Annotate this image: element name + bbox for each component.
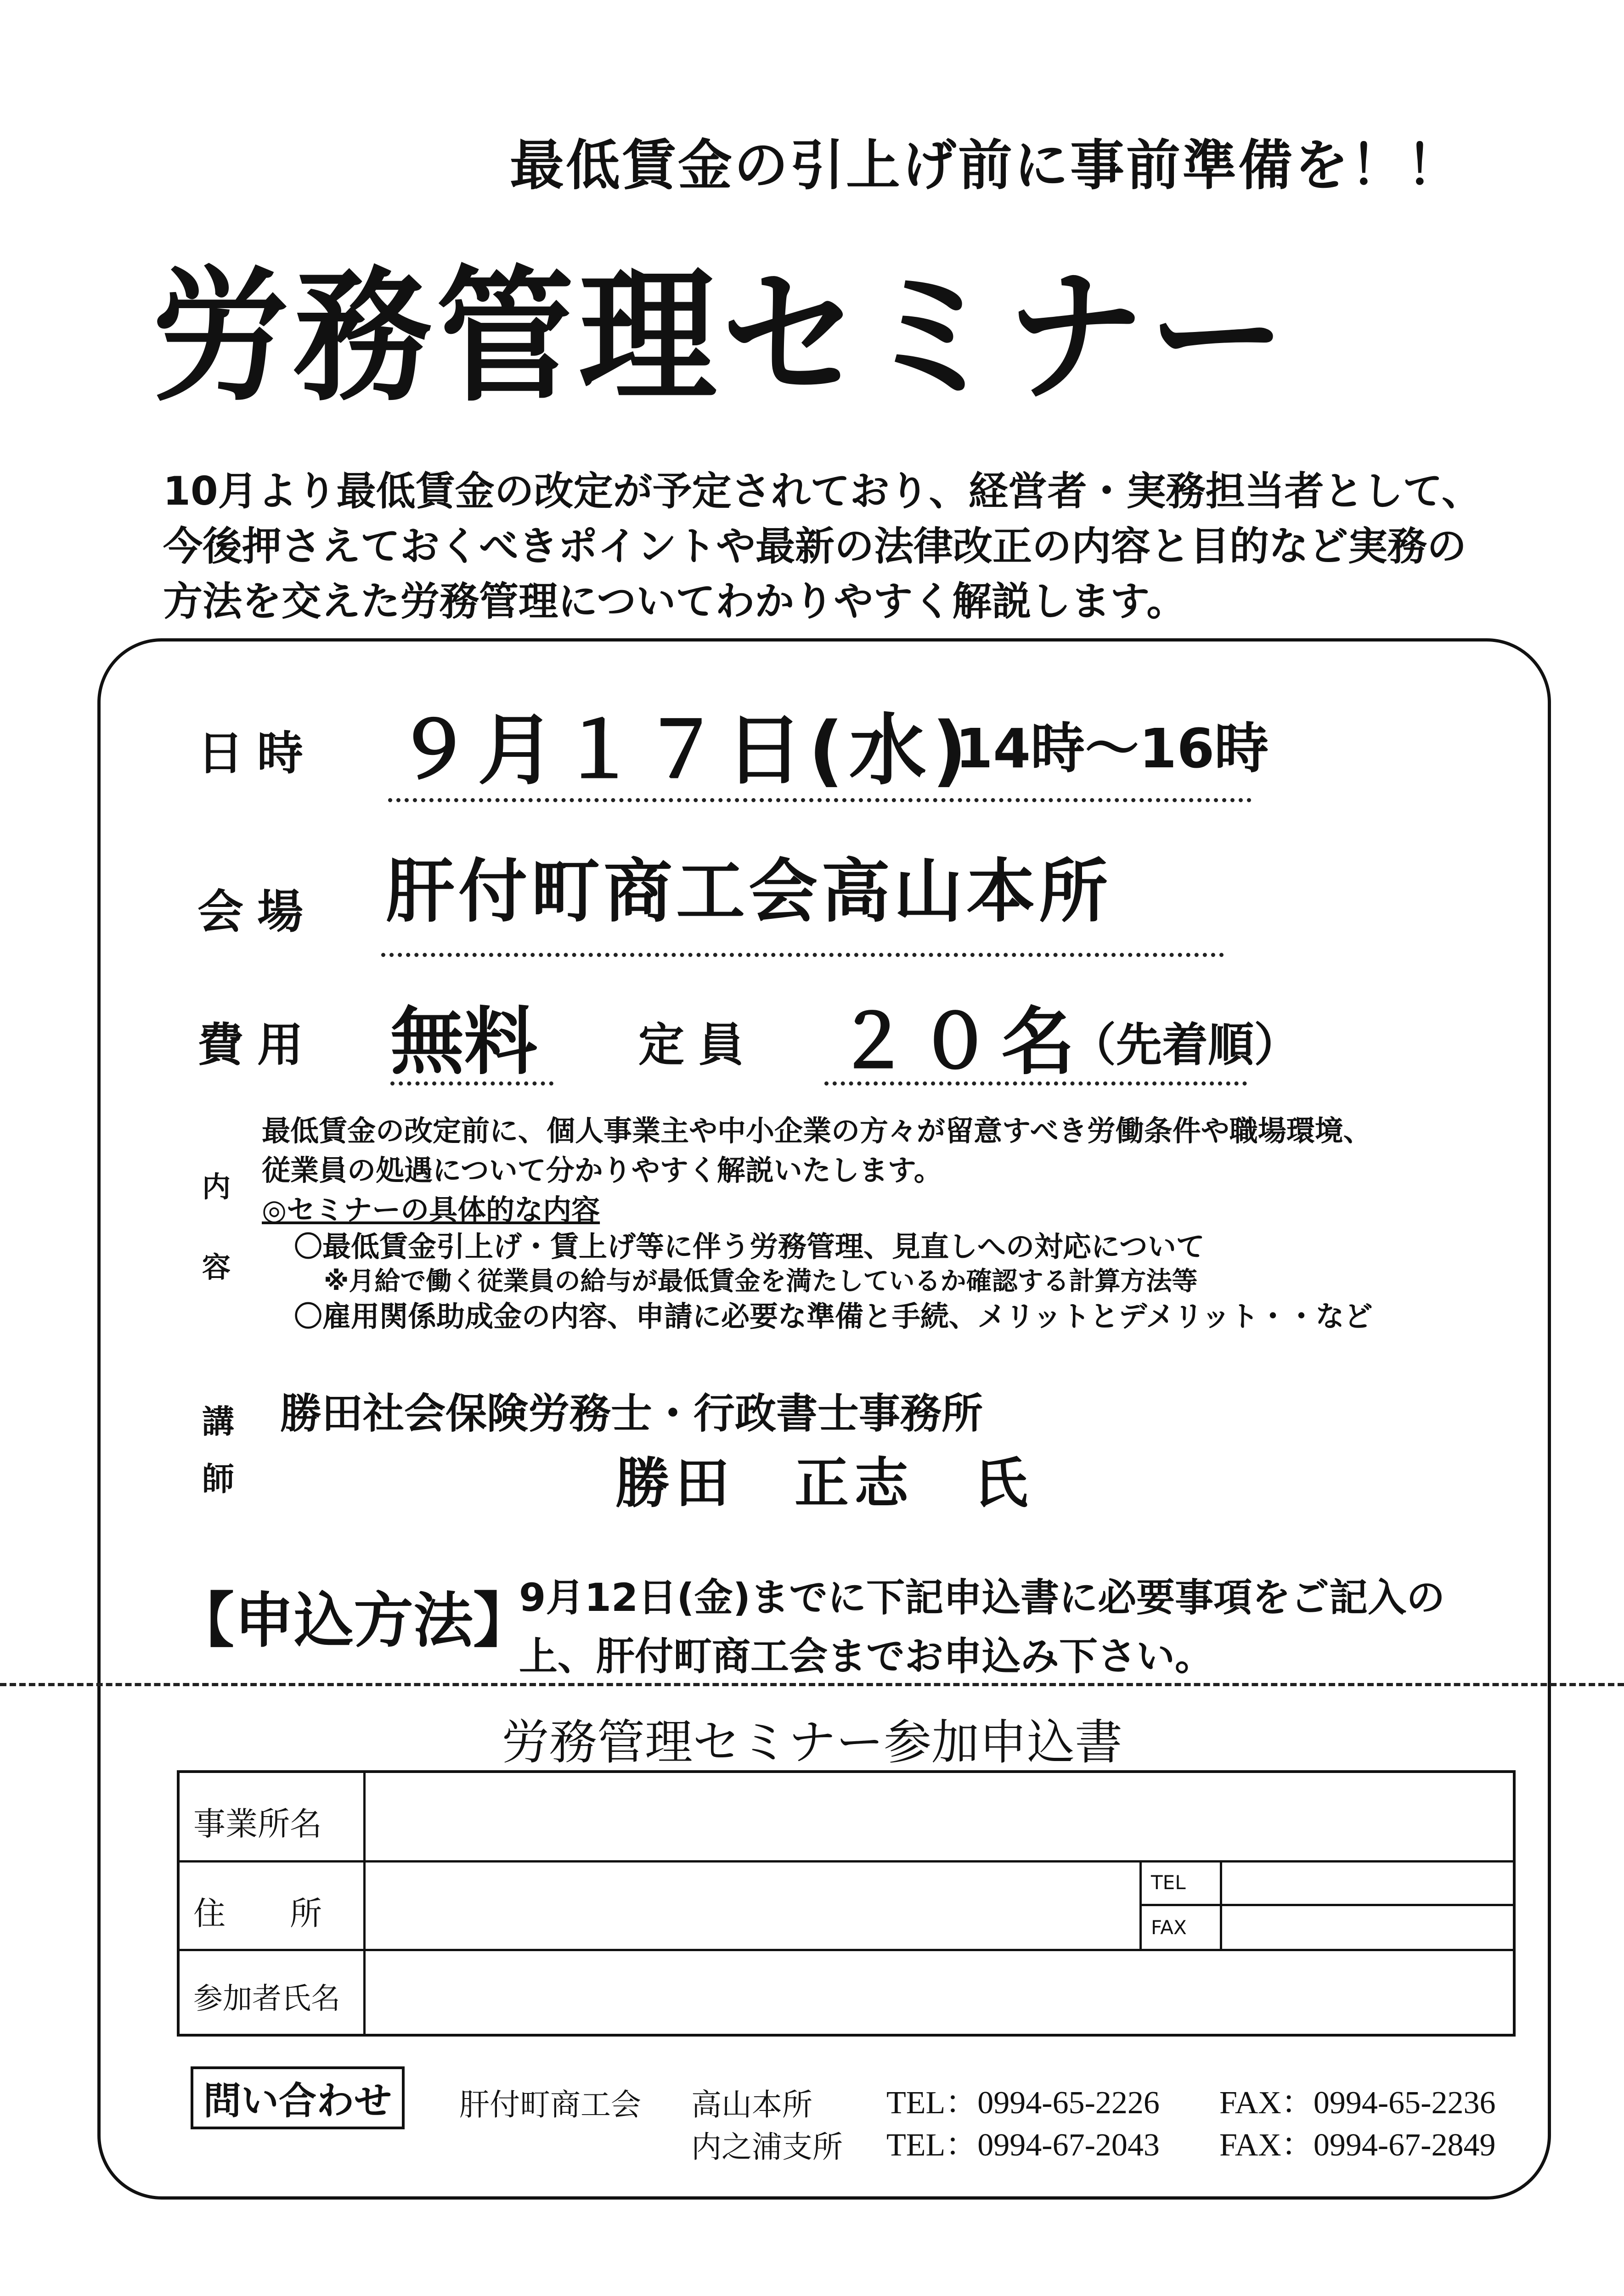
participant-field[interactable]	[366, 1951, 1513, 2034]
time-value: 14時～16時	[955, 717, 1269, 780]
content-label-2: 容	[202, 1250, 231, 1284]
content-line: 最低賃金の改定前に、個人事業主や中小企業の方々が留意すべき労働条件や職場環境、	[262, 1114, 1372, 1148]
tel-field[interactable]	[1222, 1863, 1513, 1904]
content-line: 〇雇用関係助成金の内容、申請に必要な準備と手続、メリットとデメリット・・など	[294, 1300, 1373, 1333]
lecturer-name: 勝田 正志 氏	[615, 1452, 1034, 1515]
subtitle: 最低賃金の引上げ前に事前準備を！！	[510, 134, 1463, 197]
page-title: 労務管理セミナー	[152, 253, 1291, 421]
office-name: 高山本所	[691, 2087, 812, 2122]
inquiry-label: 問い合わせ	[191, 2066, 405, 2129]
intro-line: 10月より最低賃金の改定が予定されており、経営者・実務担当者として、	[163, 468, 1481, 514]
business-name-label: 事業所名	[193, 1805, 322, 1843]
venue-label: 会 場	[197, 885, 303, 939]
venue-value: 肝付町商工会高山本所	[386, 852, 1112, 932]
date-label: 日 時	[197, 726, 303, 780]
office-tel: TEL：0994-65-2226	[886, 2085, 1160, 2121]
fee-value: 無料	[390, 999, 538, 1085]
tel-label: TEL	[1151, 1871, 1186, 1894]
content-line: 従業員の処遇について分かりやすく解説いたします。	[262, 1154, 942, 1187]
address-label: 住 所	[193, 1895, 322, 1932]
inquiry-org: 肝付町商工会	[459, 2087, 641, 2122]
fee-label: 費 用	[197, 1018, 303, 1072]
capacity-note: （先着順）	[1070, 1018, 1300, 1072]
content-label-1: 内	[202, 1170, 231, 1204]
form-title: 労務管理セミナー参加申込書	[501, 1714, 1122, 1770]
intro-line: 方法を交えた労務管理についてわかりやすく解説します。	[163, 579, 1186, 625]
apply-line: 9月12日(金)までに下記申込書に必要事項をご記入の	[519, 1575, 1445, 1620]
business-name-field[interactable]	[366, 1773, 1513, 1860]
office-tel: TEL：0994-67-2043	[886, 2127, 1160, 2163]
date-value: ９月１７日(水)	[395, 705, 973, 795]
office-fax: FAX：0994-67-2849	[1219, 2127, 1496, 2163]
application-form	[177, 1770, 1516, 2037]
lecturer-label-1: 講	[202, 1403, 234, 1441]
content-line: 〇最低賃金引上げ・賃上げ等に伴う労務管理、見直しへの対応について	[294, 1230, 1205, 1263]
apply-text	[519, 1568, 1445, 1686]
lecturer-label-2: 師	[202, 1460, 234, 1498]
date-underline	[388, 798, 1252, 802]
lecturer-office: 勝田社会保険労務士・行政書士事務所	[280, 1390, 983, 1438]
fax-field[interactable]	[1222, 1906, 1513, 1949]
fax-label: FAX	[1151, 1916, 1187, 1939]
office-name: 内之浦支所	[691, 2129, 843, 2165]
venue-underline	[381, 953, 1224, 957]
apply-line: 上、肝付町商工会までお申込み下さい。	[519, 1634, 1214, 1679]
fee-underline	[390, 1081, 553, 1086]
content-note: ※月給で働く従業員の給与が最低賃金を満たしているか確認する計算方法等	[324, 1266, 1198, 1296]
content-heading: ◎セミナーの具体的な内容	[262, 1193, 600, 1227]
intro-line: 今後押さえておくべきポイントや最新の法律改正の内容と目的など実務の	[163, 523, 1466, 569]
capacity-label: 定 員	[638, 1018, 744, 1072]
apply-label: 【申込方法】	[175, 1586, 533, 1655]
cut-line	[0, 1683, 1624, 1686]
office-fax: FAX：0994-65-2236	[1219, 2085, 1496, 2121]
intro-text	[163, 464, 1518, 629]
participant-label: 参加者氏名	[193, 1982, 340, 2016]
address-field[interactable]	[366, 1863, 1139, 1949]
capacity-value: ２０名	[836, 999, 1084, 1085]
capacity-underline	[824, 1081, 1247, 1086]
